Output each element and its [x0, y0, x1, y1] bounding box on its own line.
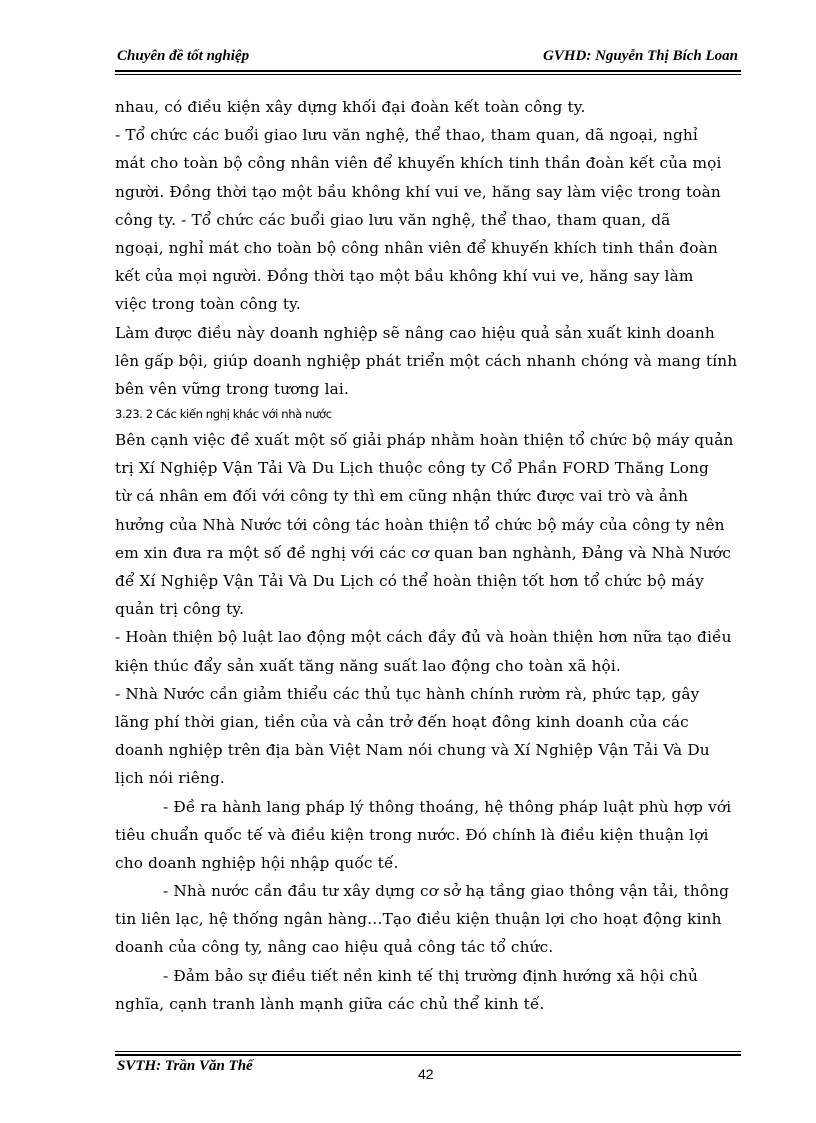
- text-line: Làm được điều này doanh nghiệp sẽ nâng cao hiệu quả sản xuất kinh doanh: [115, 323, 715, 342]
- text-line: mát cho toàn bộ công nhân viên để khuyến khích tinh thần đoàn kết của mọi: [115, 154, 722, 173]
- text-line: - Nhà Nước cần giảm thiểu các thủ tục hành chính rườm rà, phức tạp, gây: [115, 684, 700, 703]
- text-line: kiện thúc đẩy sản xuất tăng năng suất lao động cho toàn xã hội.: [115, 656, 621, 675]
- text-line: quản trị công ty.: [115, 600, 245, 619]
- text-line: doanh của công ty, nâng cao hiệu quả công tác tổ chức.: [115, 938, 554, 957]
- text-line: - Đảm bảo sự điều tiết nền kinh tế thị trường định hướng xã hội chủ: [163, 966, 699, 985]
- page-number: 42: [418, 1066, 434, 1082]
- text-line: - Đề ra hành lang pháp lý thông thoáng, hệ thông pháp luật phù hợp với: [163, 797, 732, 816]
- text-line: nhau, có điều kiện xây dựng khối đại đoàn kết toàn công ty.: [115, 98, 586, 116]
- text-line: công ty. - Tổ chức các buổi giao lưu văn nghệ, thể thao, tham quan, dã: [115, 210, 671, 229]
- text-line: người. Đồng thời tạo một bầu không khí vui ve, hăng say làm việc trong toàn: [115, 182, 721, 201]
- text-line: để Xí Nghiệp Vận Tải Và Du Lịch có thể hoàn thiện tốt hơn tổ chức bộ máy: [115, 572, 704, 590]
- text-line: ngoại, nghỉ mát cho toàn bộ công nhân viên để khuyến khích tinh thần đoàn: [115, 238, 718, 257]
- text-line: Bên cạnh việc đề xuất một số giải pháp nhằm hoàn thiện tổ chức bộ máy quản: [115, 431, 734, 450]
- text-line: hưởng của Nhà Nước tới công tác hoàn thiện tổ chức bộ máy của công ty nên: [115, 515, 725, 534]
- text-line: tin liên lạc, hệ thống ngân hàng…Tạo điều kiện thuận lợi cho hoạt động kinh: [115, 910, 722, 929]
- text-line: tiêu chuẩn quốc tế và điều kiện trong nước. Đó chính là điều kiện thuận lợi: [115, 825, 709, 844]
- text-line: lịch nói riêng.: [115, 769, 225, 788]
- text-line: cho doanh nghiệp hội nhập quốc tế.: [115, 853, 399, 872]
- header-rule-thick: [115, 70, 741, 72]
- text-line: nghĩa, cạnh tranh lành mạnh giữa các chủ thể kinh tế.: [115, 994, 545, 1013]
- header-rule-thin: [115, 74, 741, 75]
- page-footer: [115, 1058, 740, 1080]
- text-line: - Nhà nước cần đầu tư xây dựng cơ sở hạ tầng giao thông vận tải, thông: [163, 882, 730, 901]
- text-line: kết của mọi người. Đồng thời tạo một bầu không khí vui ve, hăng say làm: [115, 267, 694, 286]
- text-line: em xin đưa ra một số đề nghị với các cơ quan ban nghành, Đảng và Nhà Nước: [115, 543, 731, 562]
- text-line: trị Xí Nghiệp Vận Tải Và Du Lịch thuộc công ty Cổ Phần FORD Thăng Long: [115, 459, 709, 478]
- text-line: việc trong toàn công ty.: [115, 295, 301, 314]
- text-line: từ cá nhân em đối với công ty thì em cũng nhận thức được vai trò và ảnh: [115, 487, 689, 506]
- body-text: [115, 93, 745, 1018]
- page-header: [115, 48, 740, 70]
- footer-student: SVTH: Trần Văn Thế: [117, 1058, 253, 1074]
- text-line: bên vên vững trong tương lai.: [115, 379, 349, 398]
- text-line: lãng phí thời gian, tiền của và cản trở đến hoạt đông kinh doanh của các: [115, 712, 689, 731]
- footer-rule-thin: [115, 1051, 741, 1052]
- section-heading: 3.23. 2 Các kiến nghị khác với nhà nước: [115, 407, 332, 422]
- footer-rule-thick: [115, 1054, 741, 1056]
- text-line: lên gấp bội, giúp doanh nghiệp phát triển một cách nhanh chóng và mang tính: [115, 351, 738, 370]
- text-line: - Hoàn thiện bộ luật lao động một cách đầy đủ và hoàn thiện hơn nữa tạo điều: [115, 628, 732, 647]
- text-line: - Tổ chức các buổi giao lưu văn nghệ, thể thao, tham quan, dã ngoại, nghỉ: [115, 126, 698, 145]
- header-advisor: GVHD: Nguyễn Thị Bích Loan: [542, 48, 738, 64]
- header-thesis-title: Chuyên đề tốt nghiệp: [117, 48, 250, 64]
- text-line: doanh nghiệp trên địa bàn Việt Nam nói chung và Xí Nghiệp Vận Tải Và Du: [115, 741, 710, 760]
